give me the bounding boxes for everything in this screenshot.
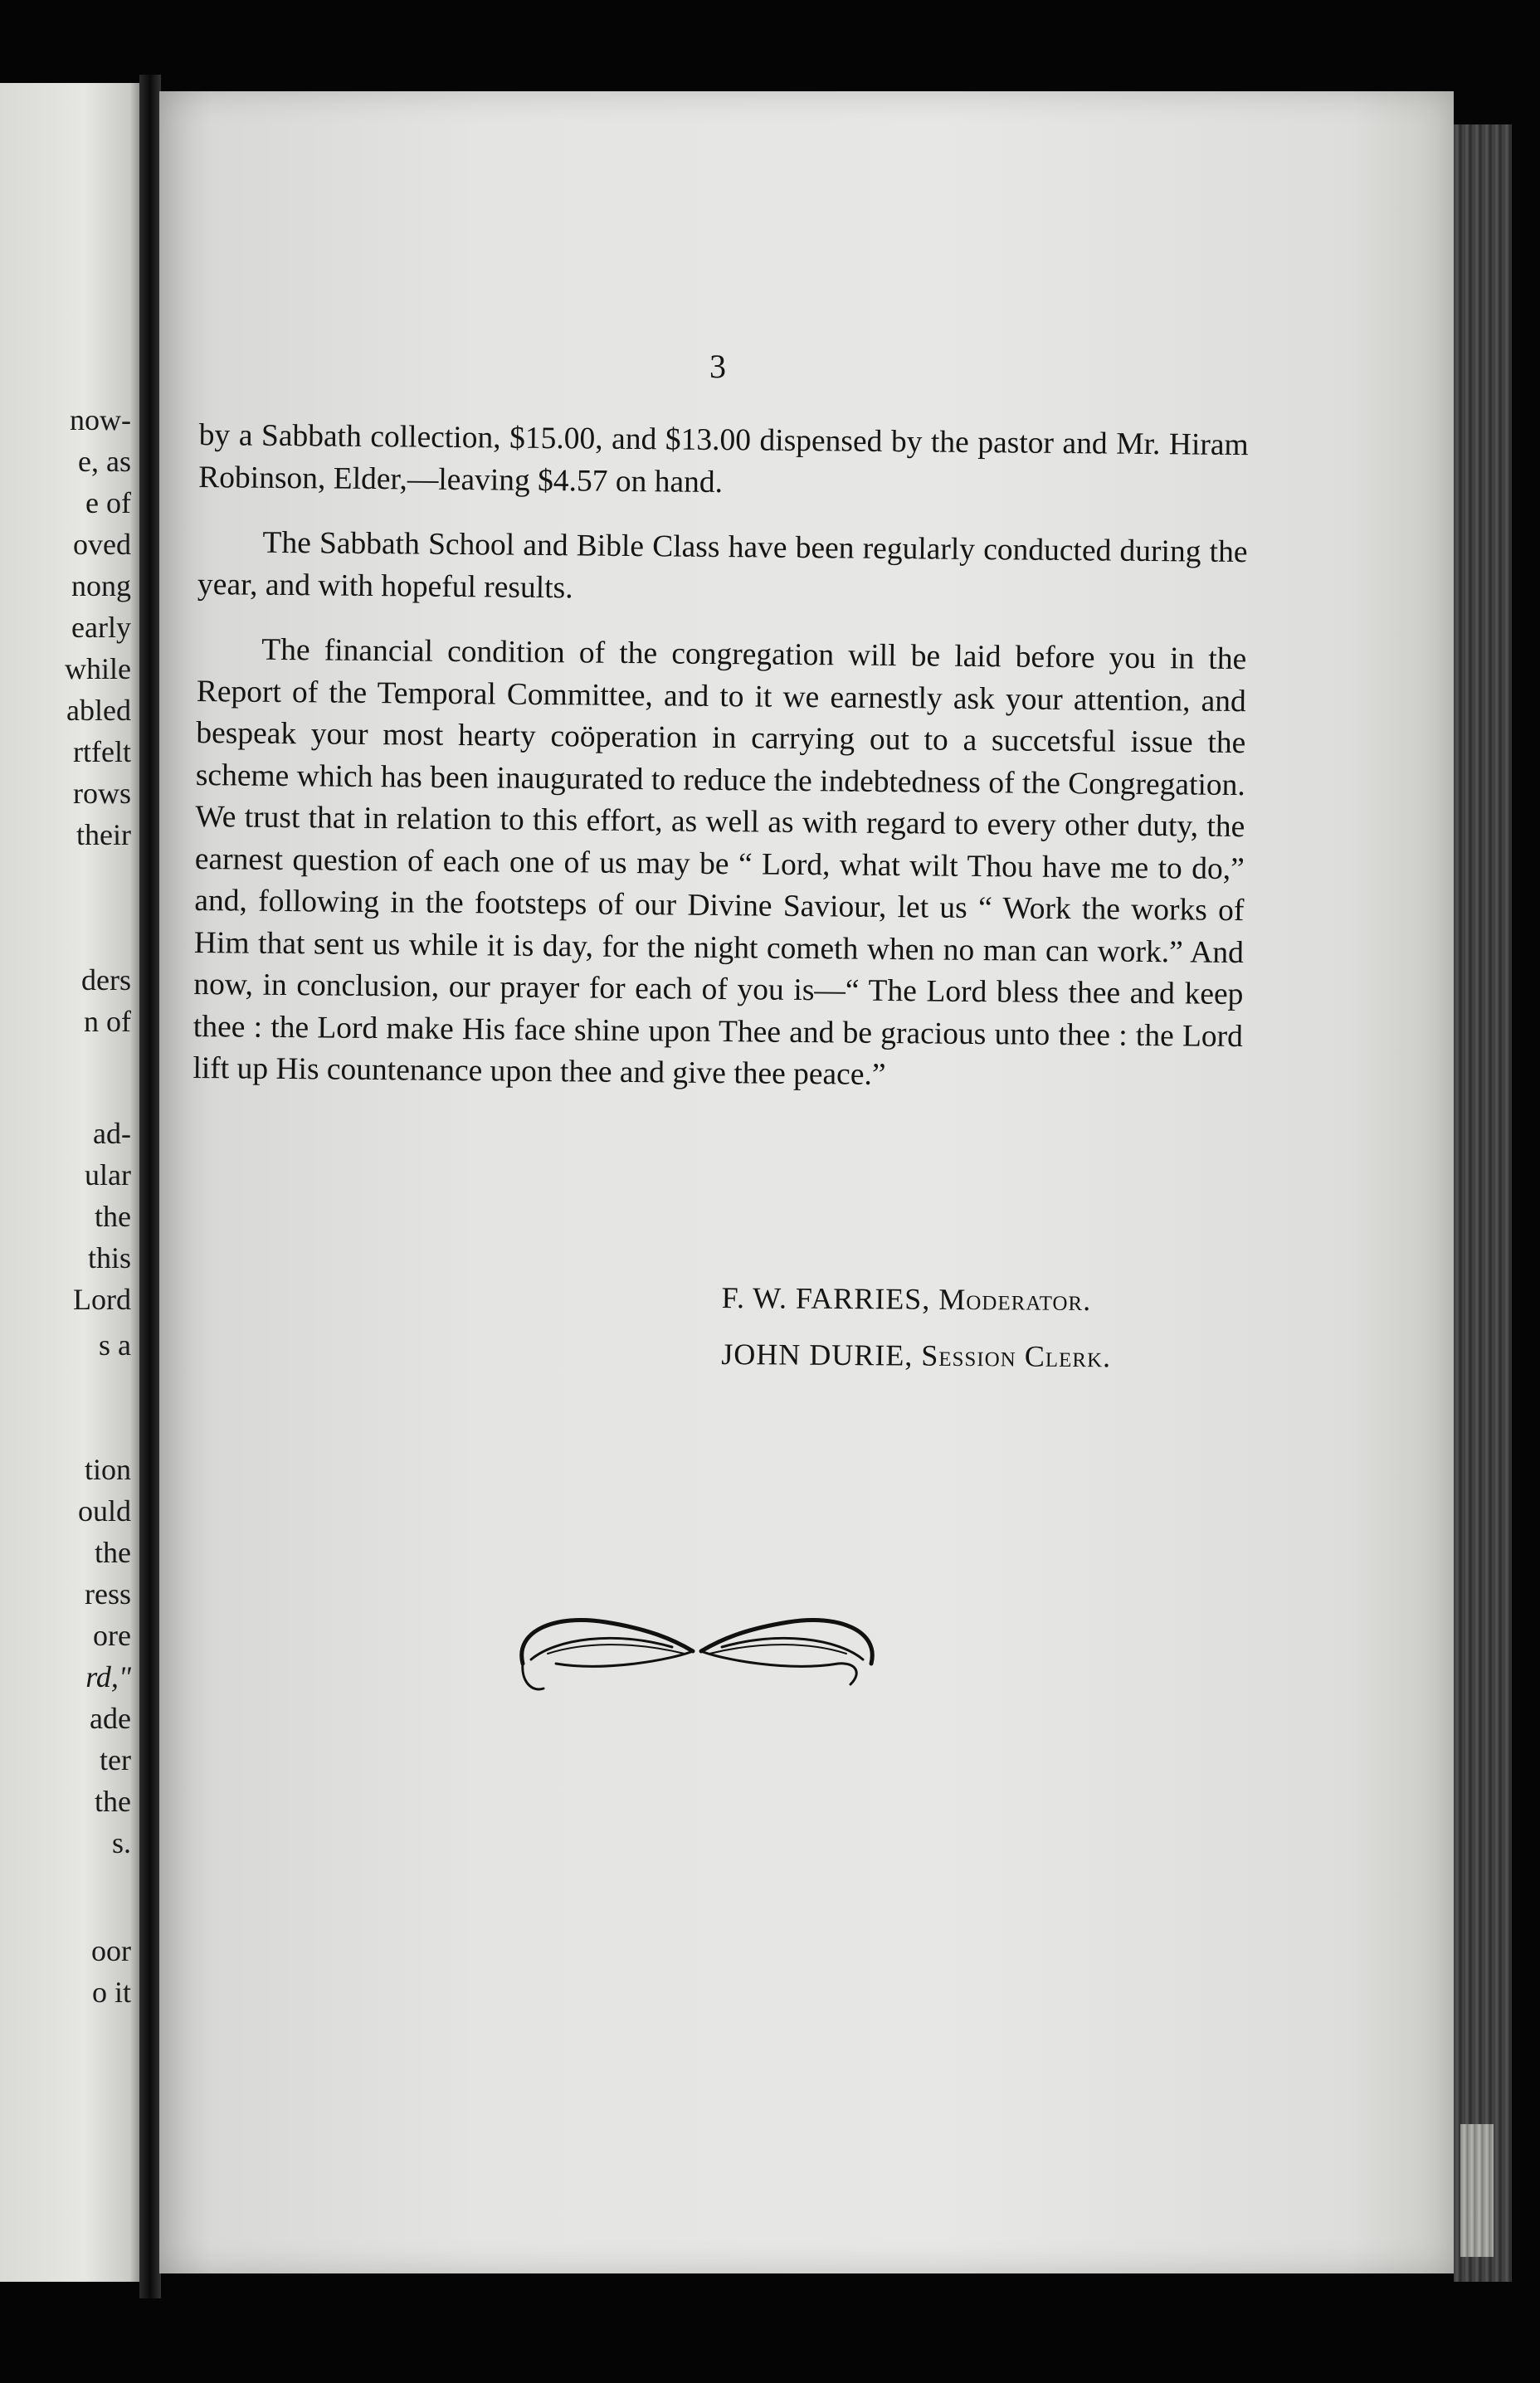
left-page-fragment: s. bbox=[111, 1826, 131, 1859]
left-page-fragment: abled bbox=[66, 694, 131, 727]
left-page-fragment: n of bbox=[84, 1005, 131, 1038]
signatory-title: Session Clerk. bbox=[921, 1338, 1112, 1374]
signature-session-clerk bbox=[721, 1326, 1111, 1385]
left-page-fragment: ad- bbox=[93, 1117, 131, 1150]
left-page-fragment: ould bbox=[77, 1494, 131, 1528]
left-page-fragment: rows bbox=[73, 777, 131, 810]
book-page-edges-lower bbox=[1460, 2124, 1494, 2257]
left-page-fragment: early bbox=[71, 611, 131, 644]
left-page-fragment: the bbox=[95, 1200, 131, 1233]
left-page-fragment: nong bbox=[71, 569, 131, 602]
paragraph: The financial condition of the congregation will be laid before you in the Report of the Temporal Committee, and to it we earnestly ask your attention, and bespeak your most hearty coöperation in carrying out to a succetsful issue the scheme which has been inaugurated to reduce the indebtedness of the Congregation. We trust that in relation to this effort, as well as with regard to every other duty, the earnest question of each one of us may be “ Lord, what wilt Thou have me to do,” and, following in the footsteps of our Divine Saviour, let us “ Work the works of Him that sent us while it is day, for the night cometh when no man can work.” And now, in conclusion, our prayer for each of you is—“ The Lord bless thee and keep thee : the Lord make His face shine upon Thee and be gracious unto thee : the Lord lift up His countenance upon thee and give thee peace.” bbox=[192, 632, 1247, 1092]
left-page-fragment: the bbox=[95, 1785, 131, 1818]
left-page-fragment: s a bbox=[99, 1328, 131, 1362]
left-page-fragment: rd," bbox=[85, 1660, 131, 1693]
left-page-fragment: oved bbox=[73, 528, 131, 561]
body-text bbox=[192, 415, 1249, 1100]
left-facing-page bbox=[0, 83, 141, 2282]
left-page-fragment: e of bbox=[85, 486, 131, 519]
left-page-fragment: e, as bbox=[78, 445, 131, 478]
signatory-name: JOHN DURIE, bbox=[721, 1337, 914, 1372]
left-page-fragment: ders bbox=[81, 963, 131, 997]
left-page-fragment: tion bbox=[84, 1453, 131, 1486]
left-page-fragment: this bbox=[87, 1241, 131, 1274]
paragraph: by a Sabbath collection, $15.00, and $13.00 dispensed by the pastor and Mr. Hiram Robinson, Elder,—leaving $4.57 on hand. bbox=[198, 417, 1249, 500]
left-page-fragment: while bbox=[65, 652, 131, 685]
signatory-title: Moderator. bbox=[938, 1282, 1092, 1318]
left-page-fragment: ular bbox=[85, 1158, 131, 1192]
left-page-fragment: ade bbox=[90, 1702, 131, 1735]
left-page-fragment: rtfelt bbox=[73, 735, 131, 768]
left-page-fragment: now- bbox=[70, 403, 131, 436]
book-page-edges bbox=[1454, 124, 1512, 2282]
left-page-fragment: oor bbox=[91, 1934, 131, 1967]
left-page-fragment: ress bbox=[85, 1577, 131, 1611]
left-page-fragment: o it bbox=[91, 1976, 131, 2009]
signatory-name: F. W. FARRIES, bbox=[721, 1280, 931, 1316]
page-number: 3 bbox=[709, 348, 726, 385]
left-page-fragment: ter bbox=[100, 1743, 131, 1776]
signature-moderator bbox=[722, 1269, 1112, 1328]
left-page-fragment: Lord bbox=[73, 1283, 131, 1316]
signature-block bbox=[721, 1269, 1112, 1385]
flourish-ornament-icon bbox=[506, 1581, 888, 1705]
left-page-fragment: their bbox=[76, 818, 131, 851]
paragraph: The Sabbath School and Bible Class have been regularly conducted during the year, and with hopeful results. bbox=[197, 525, 1248, 605]
left-page-fragment: the bbox=[95, 1536, 131, 1569]
book-gutter bbox=[139, 75, 161, 2298]
left-page-fragment: ore bbox=[93, 1619, 131, 1652]
